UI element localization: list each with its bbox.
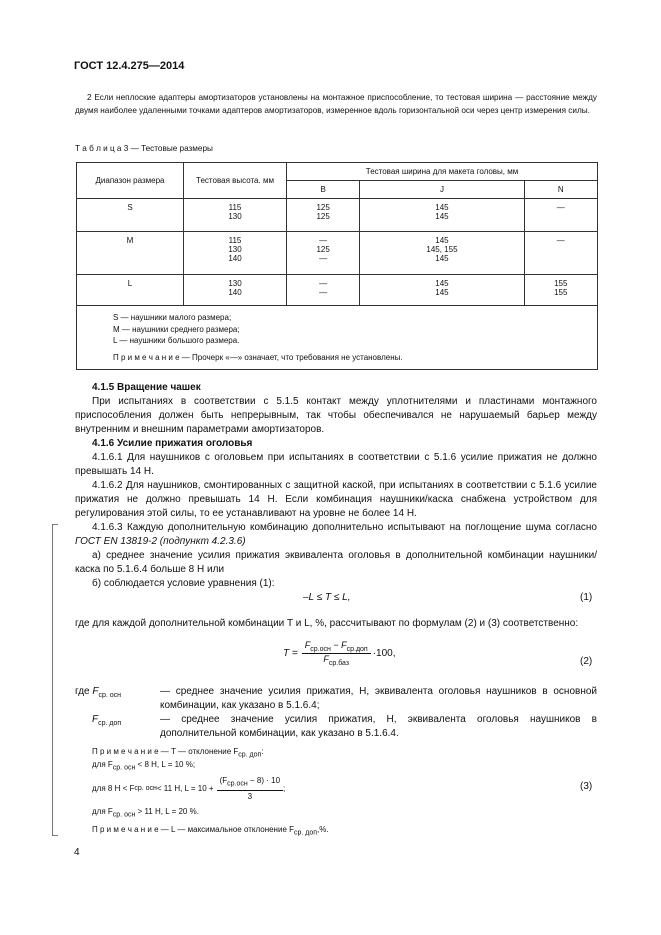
def-text-dop: — среднее значение усилия прижатия, Н, эквивалента оголовья наушников в дополнительной комбинации, как указано в 5.1.6.4.	[160, 714, 597, 739]
cell-n: 155 155	[524, 275, 597, 306]
note-text: — Прочерк «—» означает, что требования не установлены.	[179, 352, 403, 362]
cell-size: L	[77, 275, 184, 306]
para-4163-text: 4.1.6.3 Каждую дополнительную комбинацию дополнительно испытывают на поглощение шума согласно	[92, 522, 597, 533]
table-notes	[77, 306, 598, 370]
eq2-sub-a: ср.осн	[310, 645, 331, 653]
table-caption	[75, 143, 213, 156]
note-t-end: :	[261, 747, 264, 756]
def-symbol-dop	[92, 713, 162, 731]
eq2-numerator	[302, 640, 371, 654]
def-text-osn: — среднее значение усилия прижатия, Н, эквивалента оголовья наушников в основной комбинации, как указано в 5.1.6.4;	[160, 686, 597, 711]
th-width: Тестовая ширина для макета головы, мм	[287, 163, 598, 181]
cell-height: 115 130 140	[184, 232, 287, 275]
cond2-sub: ср. осн	[134, 784, 157, 792]
cond2-numerator	[217, 775, 283, 791]
note-t-sub: ср. доп	[238, 751, 262, 759]
cell-height: 115 130	[184, 199, 287, 232]
equation-1-number: (1)	[580, 592, 593, 603]
cell-j: 145 145	[360, 275, 524, 306]
cond2-num: (F	[219, 776, 228, 785]
table-row	[77, 199, 598, 232]
eq2-f-b: F	[341, 640, 347, 650]
table-note	[113, 352, 597, 364]
note-l-prefix: П р и м е ч а н и е	[92, 825, 159, 834]
th-size-range: Диапазон размера	[77, 163, 184, 199]
cell-size: M	[77, 232, 184, 275]
table-caption-prefix: Т а б л и ц а	[75, 144, 122, 153]
def-prefix: где	[75, 686, 93, 697]
para-4161: 4.1.6.1 Для наушников с оголовьем при испытаниях в соответствии с 5.1.6 усилие прижатия не должно превышать 14 Н.	[75, 452, 597, 477]
eq2-f-a: F	[304, 640, 311, 650]
condition-3	[92, 806, 199, 821]
cond1-b: < 8 Н, L = 10 %;	[135, 760, 196, 769]
legend-l: L — наушники большого размера.	[113, 336, 240, 345]
note-l	[92, 824, 329, 839]
cell-n: —	[524, 199, 597, 232]
cond1-a: для F	[92, 760, 113, 769]
cell-b: 125 125	[287, 199, 360, 232]
cell-size: S	[77, 199, 184, 232]
eq2-tail: ·100,	[372, 647, 396, 659]
cond3-b: > 11 Н, L = 20 %.	[135, 807, 199, 816]
th-j: J	[360, 181, 524, 199]
note-l-sub: ср. доп	[294, 829, 318, 837]
cell-j: 145 145, 155 145	[360, 232, 524, 275]
note-l-text: — L — максимальное отклонение F	[158, 825, 294, 834]
note-l-end: ,%.	[317, 825, 329, 834]
note-t-prefix: П р и м е ч а н и е	[92, 747, 159, 756]
cell-j: 145 145	[360, 199, 524, 232]
sizes-table	[76, 162, 598, 370]
cond2-num2: − 8) · 10	[247, 776, 281, 785]
document-code: ГОСТ 12.4.275—2014	[74, 60, 185, 72]
table-row	[77, 275, 598, 306]
legend-s: S — наушники малого размера;	[113, 313, 232, 322]
para-4162: 4.1.6.2 Для наушников, смонтированных с защитной каской, при испытаниях в соответствии с 5.1.6 усилие прижатия не должно превышать 14 Н. Если комбинация наушники/каска снабжена устройством для регулирования этой силы, то ее устанавливают на уровне не более 14 Н.	[75, 480, 597, 519]
section-415-text: При испытаниях в соответствии с 5.1.5 контакт между уплотнителями и пластинами монтажного приспособления должен быть непрерывным, так чтобы обеспечивался не нарушаемый барьер между внутренним и внешним параметрами амортизаторов.	[75, 396, 597, 435]
def-sub: ср. осн	[98, 692, 122, 699]
th-height: Тестовая высота. мм	[184, 163, 287, 199]
eq2-denominator	[320, 654, 352, 667]
table-caption-text: 3 — Тестовые размеры	[123, 144, 213, 153]
equation-3-number: (3)	[580, 781, 593, 792]
change-bar-bottom	[52, 835, 58, 836]
eq2-sub-b: ср.доп	[346, 645, 368, 653]
page-number: 4	[74, 847, 80, 858]
standard-reference: ГОСТ EN 13819-2 (подпункт 4.2.3.6)	[75, 536, 246, 547]
condition-2	[92, 775, 285, 802]
note-prefix: П р и м е ч а н и е	[113, 352, 180, 362]
def-symbol-osn	[75, 685, 165, 703]
def-sym: F	[92, 686, 99, 697]
note-2: 2 Если неплоские адаптеры амортизаторов установлены на монтажное приспособление, то тестовая ширина — расстояние между двумя наиболее удаленными точками адаптеров амортизаторов, измеренное вдоль горизонтальной оси через центр измерения силы.	[75, 93, 597, 115]
note-t-text: — T — отклонение F	[158, 747, 239, 756]
cell-n: —	[524, 232, 597, 275]
section-416-title: 4.1.6 Усилие прижатия оголовья	[92, 438, 253, 449]
table-notes-row	[77, 306, 598, 370]
cond2-nsub: ср.осн	[227, 780, 248, 788]
def-sub: ср. доп	[98, 720, 122, 727]
eq2-fraction	[302, 640, 371, 667]
para-4163	[75, 521, 597, 549]
eq2-minus: −	[330, 640, 342, 650]
equation-2	[283, 640, 396, 667]
equation-1: –L ≤ T ≤ L,	[303, 592, 351, 603]
eq2-sub-den: ср.баз	[328, 659, 350, 667]
cond2-end: ;	[283, 783, 286, 793]
cond1-sub: ср. осн	[112, 764, 136, 772]
cell-height: 130 140	[184, 275, 287, 306]
th-b: B	[287, 181, 360, 199]
def-sym: F	[92, 714, 99, 725]
eq2-f-den: F	[323, 653, 329, 664]
section-415-title: 4.1.5 Вращение чашек	[92, 382, 201, 393]
cond2-denominator: 3	[247, 791, 253, 801]
condition-1	[92, 759, 195, 774]
cond2-a: для 8 Н < F	[92, 783, 135, 793]
equation-2-number: (2)	[580, 656, 593, 667]
change-bar-top	[52, 524, 58, 525]
cond2-fraction	[217, 775, 286, 802]
change-bar	[52, 524, 53, 836]
cond3-sub: ср. осн	[112, 811, 136, 819]
table-row	[77, 232, 598, 275]
cell-b: — 125 —	[287, 232, 360, 275]
th-n: N	[524, 181, 597, 199]
cell-b: — —	[287, 275, 360, 306]
item-a: а) среднее значение усилия прижатия эквивалента оголовья в дополнительной комбинации наушники/каска по 5.1.6.4 больше 8 Н или	[75, 550, 597, 575]
where-text: где для каждой дополнительной комбинации T и L, %, рассчитывают по формулам (2) и (3) соответственно:	[75, 618, 579, 629]
legend-m: M — наушники среднего размера;	[113, 324, 240, 334]
eq2-lhs: T =	[283, 647, 298, 659]
cond2-b: < 11 Н, L = 10 +	[156, 783, 214, 793]
cond3-a: для F	[92, 807, 113, 816]
item-b: б) соблюдается условие уравнения (1):	[92, 578, 275, 589]
